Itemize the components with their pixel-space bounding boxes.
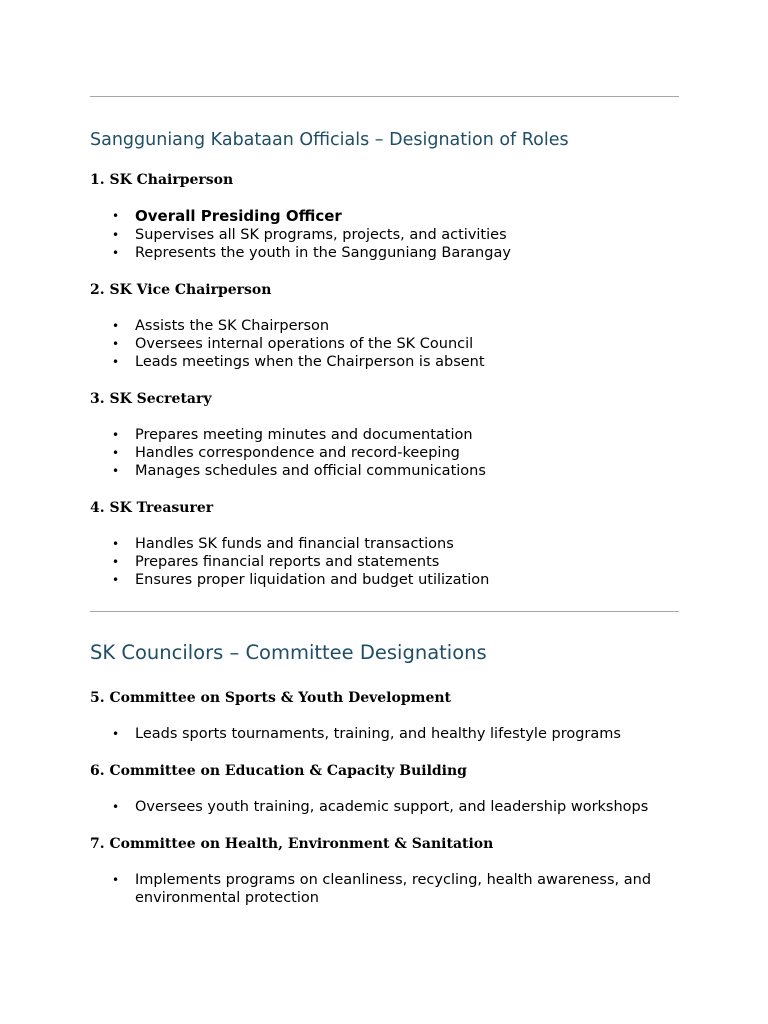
role-heading-treasurer: 4. SK Treasurer [90,500,214,516]
bullet-icon: • [112,228,120,242]
list-item: • Leads sports tournaments, training, and healthy lifestyle programs [112,726,621,742]
section-title-councilors: SK Councilors – Committee Designations [90,641,487,664]
duty-list-vice-chairperson [90,317,679,371]
bullet-icon: • [112,355,120,369]
bullet-icon: • [112,573,120,587]
duty-list-education [90,798,679,816]
list-item: • Oversees youth training, academic support, and leadership workshops [112,799,649,815]
role-heading-secretary: 3. SK Secretary [90,391,212,407]
list-item: • Handles correspondence and record-keeping [112,445,460,461]
bullet-icon: • [112,800,120,814]
document-page [90,96,679,907]
section-divider [90,611,679,612]
list-item: • Handles SK funds and financial transactions [112,536,454,552]
bullet-icon: • [112,337,120,351]
bullet-icon: • [112,428,120,442]
bullet-icon: • [112,727,120,741]
bullet-icon: • [112,246,120,260]
committee-heading-education: 6. Committee on Education & Capacity Building [90,763,467,779]
bullet-icon: • [112,873,120,887]
bullet-icon: • [112,464,120,478]
list-item: • Represents the youth in the Sangguniang Barangay [112,245,511,261]
duty-list-secretary [90,426,679,480]
duty-list-health [90,871,679,907]
bullet-icon: • [112,209,120,223]
top-divider [90,96,679,97]
duty-list-treasurer [90,535,679,589]
section-title-officials: Sangguniang Kabataan Officials – Designation of Roles [90,130,569,150]
bullet-icon: • [112,319,120,333]
bullet-icon: • [112,555,120,569]
committee-heading-health: 7. Committee on Health, Environment & Sanitation [90,836,494,852]
list-item: • Oversees internal operations of the SK Council [112,336,474,352]
list-item: • Assists the SK Chairperson [112,318,330,334]
list-item: • Prepares financial reports and statements [112,554,440,570]
list-item: • Supervises all SK programs, projects, and activities [112,227,507,243]
role-heading-chairperson: 1. SK Chairperson [90,172,234,188]
list-item: • Manages schedules and official communications [112,463,486,479]
duty-list-chairperson [90,207,679,262]
list-item: • Ensures proper liquidation and budget utilization [112,572,490,588]
list-item: • Prepares meeting minutes and documentation [112,427,473,443]
list-item: • Overall Presiding Officer [112,207,342,225]
bullet-icon: • [112,537,120,551]
list-item: • Leads meetings when the Chairperson is absent [112,354,485,370]
role-heading-vice-chairperson: 2. SK Vice Chairperson [90,282,272,298]
bullet-icon: • [112,446,120,460]
list-item: • Implements programs on cleanliness, recycling, health awareness, and environmental protection [112,872,652,906]
committee-heading-sports: 5. Committee on Sports & Youth Development [90,690,451,706]
duty-list-sports [90,725,679,743]
